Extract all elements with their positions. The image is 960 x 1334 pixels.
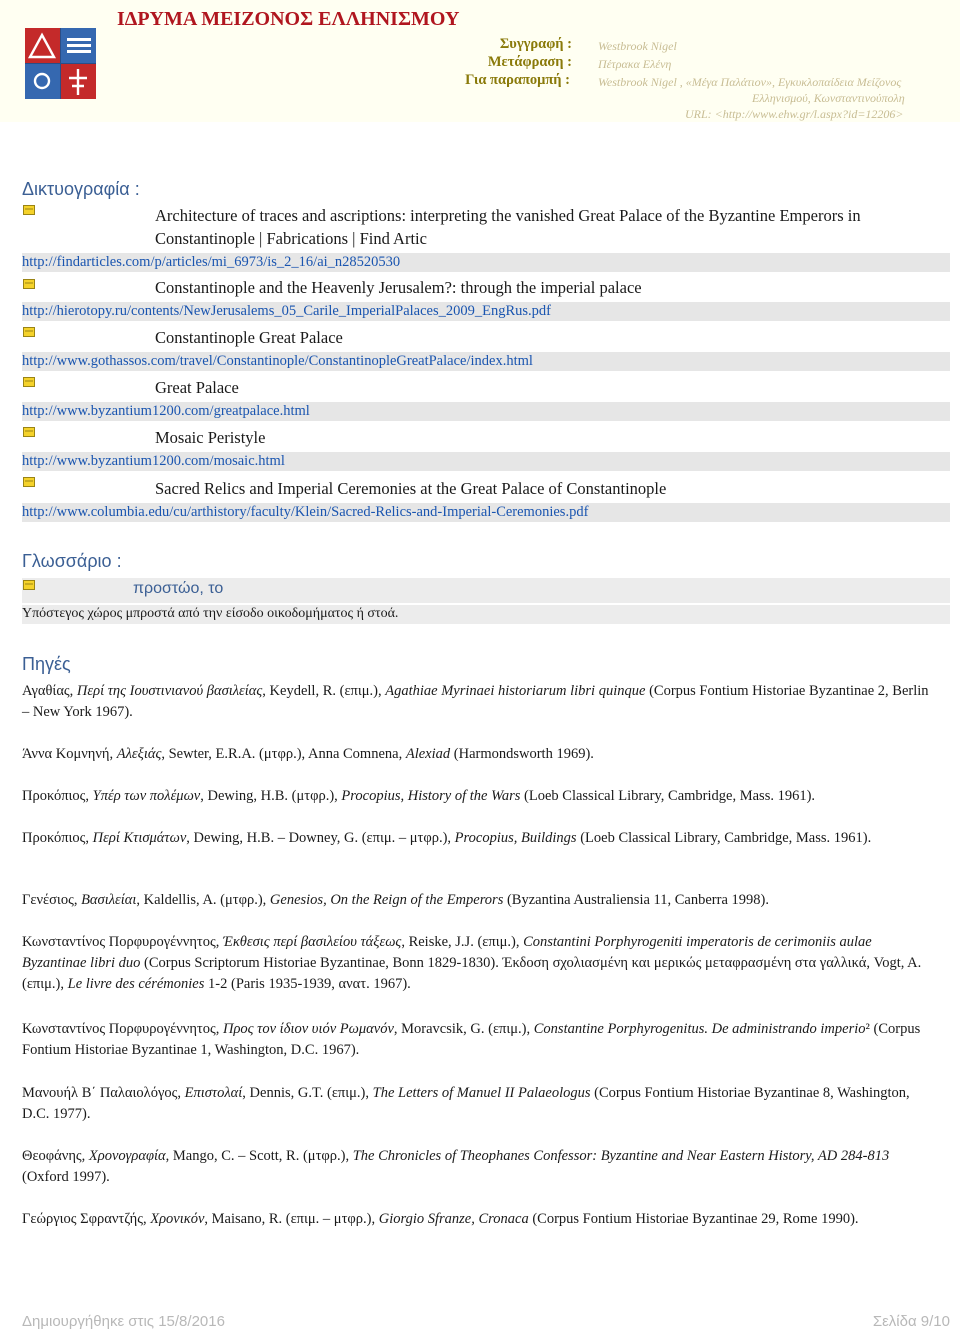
citation-line-1: Westbrook Nigel , «Μέγα Παλάτιον», Εγκυκλοπαίδεια Μείζονος <box>598 75 902 89</box>
source-entry <box>22 681 932 723</box>
resource-link-2[interactable]: http://hierotopy.ru/contents/NewJerusalems_05_Carile_ImperialPalaces_2009_EngRus.pdf <box>22 302 950 321</box>
author-value: Westbrook Nigel <box>598 39 677 53</box>
source-text-run: , Sewter, E.R.A. (μτφρ.), Anna Comnena, <box>161 746 406 762</box>
source-text-run: Constantine Porphyrogenitus. De administrando imperio <box>533 1021 866 1037</box>
webography-heading: Δικτυογραφία : <box>22 179 140 199</box>
source-entry <box>22 828 932 849</box>
source-entry <box>22 786 932 807</box>
source-text-run: Κωνσταντίνος Πορφυρογέννητος, <box>22 934 223 950</box>
resource-title-1: Architecture of traces and ascriptions: interpreting the vanished Great Palace of the Byzantine Emperors in Constantinople | Fabrications | Find Artic <box>155 206 861 248</box>
source-text-run: Μανουήλ Β΄ Παλαιολόγος, <box>22 1085 185 1101</box>
resource-title-2: Constantinople and the Heavenly Jerusalem?: through the imperial palace <box>155 278 642 297</box>
source-text-run: (Corpus Fontium Historiae Byzantinae 1, Washington, D.C. 1967). <box>22 1021 921 1058</box>
source-text-run: , Dewing, H.B. (μτφρ.), <box>200 788 342 804</box>
source-text-run: Constantini Porphyrogeniti imperatoris de cerimoniis aulae Byzantinae libri duo <box>22 934 872 971</box>
sources-heading: Πηγές <box>22 654 71 674</box>
note-icon <box>23 279 35 289</box>
source-text-run: , Reiske, J.J. (επιμ.), <box>401 934 524 950</box>
resource-title-4: Great Palace <box>155 378 239 397</box>
source-text-run: Προς τον ίδιον υιόν Ρωμανόν <box>222 1021 394 1037</box>
source-text-run: (Corpus Scriptorum Historiae Byzantinae, Bonn 1829-1830). Έκδοση σχολιασμένη και μερικώς μεταφρασμένη στα γαλλικά, Vogt, A. (επιμ.), <box>22 955 922 992</box>
source-text-run: Αλεξιάς <box>116 746 162 762</box>
source-text-run: Γενέσιος, <box>22 892 82 908</box>
note-icon <box>23 427 35 437</box>
source-entry <box>22 1083 932 1125</box>
source-text-run: Επιστολαί <box>184 1085 243 1101</box>
source-text-run: Υπέρ των πολέμων <box>92 788 201 804</box>
glossary-heading: Γλωσσάριο : <box>22 551 122 571</box>
source-entry <box>22 1209 932 1230</box>
source-text-run: The Letters of Manuel II Palaeologus <box>372 1085 591 1101</box>
source-text-run: , Mango, C. – Scott, R. (μτφρ.), <box>165 1148 353 1164</box>
source-entry <box>22 1019 932 1061</box>
source-text-run: Procopius, History of the Wars <box>341 788 521 804</box>
glossary-term: προστώο, το <box>133 580 224 597</box>
source-text-run: The Chronicles of Theophanes Confessor: Byzantine and Near Eastern History, AD 284-813 <box>352 1148 890 1164</box>
source-text-run: Giorgio Sfranze, Cronaca <box>378 1211 529 1227</box>
source-text-run: , Dennis, G.T. (επιμ.), <box>242 1085 373 1101</box>
source-text-run: Αγαθίας, <box>22 683 77 699</box>
source-text-run: Βασιλείαι <box>81 892 137 908</box>
source-text-run: Χρονογραφία <box>88 1148 166 1164</box>
footer-created: Δημιουργήθηκε στις 15/8/2016 <box>22 1313 225 1330</box>
source-text-run: (Corpus Fontium Historiae Byzantinae 29, Rome 1990). <box>528 1211 859 1227</box>
source-text-run: 1-2 (Paris 1935-1939, ανατ. 1967). <box>204 976 411 992</box>
source-text-run: Γεώργιος Σφραντζής, <box>22 1211 151 1227</box>
source-text-run: Περί της Ιουστινιανού βασιλείας <box>76 683 263 699</box>
page-header <box>0 0 960 122</box>
note-icon <box>23 580 35 590</box>
source-text-run: Procopius, Buildings <box>454 830 577 846</box>
resource-title-6: Sacred Relics and Imperial Ceremonies at the Great Palace of Constantinople <box>155 479 667 498</box>
source-text-run: Genesios, On the Reign of the Emperors <box>269 892 504 908</box>
translation-label: Μετάφραση : <box>487 54 572 70</box>
source-text-run: Προκόπιος, <box>22 830 93 846</box>
resource-title-3: Constantinople Great Palace <box>155 328 343 347</box>
source-text-run: Άννα Κομνηνή, <box>22 746 117 762</box>
source-text-run: Le livre des cérémonies <box>67 976 205 992</box>
source-text-run: (Oxford 1997). <box>22 1169 110 1185</box>
footer-page: Σελίδα 9/10 <box>872 1313 950 1330</box>
source-text-run: Κωνσταντίνος Πορφυρογέννητος, <box>22 1021 223 1037</box>
source-text-run: , Kaldellis, A. (μτφρ.), <box>136 892 270 908</box>
source-text-run: Alexiad <box>405 746 451 762</box>
author-label: Συγγραφή : <box>499 36 572 52</box>
source-text-run: , Keydell, R. (επιμ.), <box>262 683 386 699</box>
source-text-run: Χρονικόν <box>150 1211 205 1227</box>
resource-title-5: Mosaic Peristyle <box>155 428 266 447</box>
source-text-run: (Loeb Classical Library, Cambridge, Mass. 1961). <box>520 788 816 804</box>
note-icon <box>23 205 35 215</box>
resource-link-5[interactable]: http://www.byzantium1200.com/mosaic.html <box>22 452 950 471</box>
citation-label: Για παραπομπή : <box>465 72 570 88</box>
source-entry <box>22 744 932 765</box>
source-text-run: , Moravcsik, G. (επιμ.), <box>393 1021 534 1037</box>
glossary-definition: Υπόστεγος χώρος μπροστά από την είσοδο οικοδομήματος ή στοά. <box>22 606 399 621</box>
source-text-run: , Maisano, R. (επιμ. – μτφρ.), <box>204 1211 379 1227</box>
source-text-run: (Corpus Fontium Historiae Byzantinae 2, Berlin – New York 1967). <box>22 683 929 720</box>
resource-link-6[interactable]: http://www.columbia.edu/cu/arthistory/faculty/Klein/Sacred-Relics-and-Imperial-Ceremonies.pdf <box>22 503 950 522</box>
source-text-run: , Dewing, H.B. – Downey, G. (επιμ. – μτφρ.), <box>186 830 455 846</box>
resource-link-1[interactable]: http://findarticles.com/p/articles/mi_6973/is_2_16/ai_n28520530 <box>22 253 950 272</box>
source-text-run: Agathiae Myrinaei historiarum libri quinque <box>385 683 646 699</box>
citation-line-2: Ελληνισμού, Κωνσταντινούπολη <box>752 91 905 105</box>
source-text-run: (Corpus Fontium Historiae Byzantinae 8, Washington, D.C. 1977). <box>22 1085 910 1122</box>
source-text-run: (Harmondsworth 1969). <box>450 746 594 762</box>
source-text-run: Περί Κτισμάτων <box>92 830 187 846</box>
note-icon <box>23 477 35 487</box>
note-icon <box>23 327 35 337</box>
resource-link-3[interactable]: http://www.gothassos.com/travel/Constantinople/ConstantinopleGreatPalace/index.html <box>22 352 950 371</box>
source-entry <box>22 932 932 995</box>
translation-value: Πέτρακα Ελένη <box>598 57 672 71</box>
resource-link-4[interactable]: http://www.byzantium1200.com/greatpalace.html <box>22 402 950 421</box>
source-text-run: Προκόπιος, <box>22 788 93 804</box>
source-text-run: Θεοφάνης, <box>22 1148 89 1164</box>
citation-url[interactable]: URL: <http://www.ehw.gr/l.aspx?id=12206> <box>685 107 904 121</box>
foundation-logo-icon <box>25 28 96 99</box>
org-title: ΙΔΡΥΜΑ ΜΕΙΖΟΝΟΣ ΕΛΛΗΝΙΣΜΟΥ <box>117 8 460 30</box>
source-text-run: (Loeb Classical Library, Cambridge, Mass. 1961). <box>576 830 872 846</box>
source-text-run: (Byzantina Australiensia 11, Canberra 1998). <box>503 892 769 908</box>
source-text-run: Έκθεσις περί βασιλείου τάξεως <box>222 934 402 950</box>
source-entry <box>22 1146 932 1188</box>
note-icon <box>23 377 35 387</box>
source-entry <box>22 890 932 911</box>
source-text-run: ² <box>865 1021 870 1037</box>
